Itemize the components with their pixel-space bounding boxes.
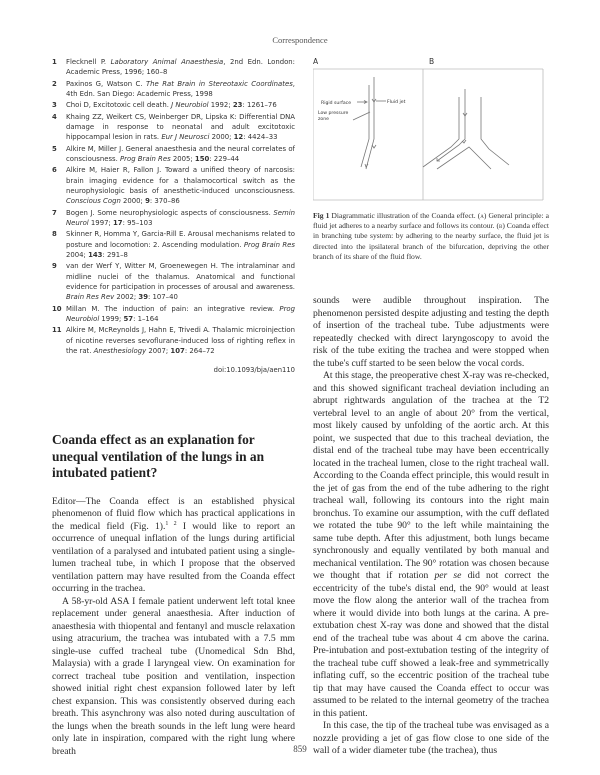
reference-item [52, 208, 295, 229]
paragraph-text: Editor—The Coanda effect is an established physical phenomenon of fluid flow which has practical applications in the medical field (Fig. 1). [52, 495, 295, 532]
paragraph-text: did not correct the eccentricity of the tube's distal end, the 90° would at least move the flow along the anterior wall of the trachea from where it would divide into both lungs at the carina. A pre-extubation chest X-ray was done and showed that the distal end of the tracheal tube was about 4 cm above the carina. Pre-intubation and post-extubation testing of the integrity of the tracheal tube cuff showed a leak-free and symmetrically inflating cuff, so the eccentric position of the tracheal tube tip that may have caused the Coanda effect to occur was assumed to be related to the internal geometry of the trachea in this patient. [313, 570, 549, 719]
reference-item [52, 325, 295, 356]
ref-text: Alkire M, Miller J. General anaesthesia and the neural correlates of consciousness. [66, 144, 295, 164]
ref-volume: 150 [194, 155, 210, 164]
caption-panel-ref: a [480, 212, 484, 220]
ref-volume: 57 [123, 314, 134, 323]
coanda-diagram [313, 57, 549, 207]
ref-journal: Semin Neurol [66, 208, 295, 228]
reference-list [52, 57, 295, 356]
reference-item [52, 79, 295, 100]
ref-text: Khaing ZZ, Weikert CS, Weinberger DR, Lipska K: Differential DNA damage in response to neonatal and adult excitotoxic hippocampal lesion in rats. [66, 112, 295, 142]
running-head: Correspondence [272, 35, 328, 45]
panel-a-label: A [313, 57, 319, 66]
ref-pages: : 229–44 [209, 155, 240, 164]
paragraph [52, 496, 295, 596]
ref-pages: : 4424–33 [243, 133, 278, 142]
reference-number: 1 [52, 58, 57, 66]
right-column [313, 57, 549, 758]
ref-journal: Conscious Cogn [66, 197, 121, 206]
ref-text: Choi D, Excitotoxic cell death. [66, 101, 172, 110]
ref-pages: : 1–164 [133, 314, 159, 323]
ref-pages: : 107–40 [148, 293, 178, 302]
ref-pages: : 291–8 [102, 251, 128, 259]
reference-number: 5 [52, 144, 57, 153]
ref-text: Alkire M, McReynolds J, Hahn E, Trivedi A. Thalamic microinjection of nicotine reverses sevoflurane-induced loss of righting reflex in the rat. [66, 326, 295, 355]
citation-superscript[interactable]: 1 2 [165, 520, 177, 527]
reference-number: 10 [52, 304, 62, 313]
ref-journal: Prog Neurobiol [66, 304, 295, 323]
ref-text: , 2nd Edn. London: Academic Press, 1996; 160–8 [66, 58, 295, 77]
ref-text: 2007; [146, 346, 171, 355]
caption-label: Fig 1 [313, 211, 330, 220]
italic-text: per se [434, 570, 462, 582]
reference-item [52, 229, 295, 260]
ref-text: 2000; [120, 197, 146, 206]
panel-a-drawing [353, 77, 386, 169]
reference-item [52, 261, 295, 302]
reference-item [52, 165, 295, 206]
ref-title: The Rat Brain in Stereotaxic Coordinates [145, 79, 293, 88]
paragraph: A 58-yr-old ASA I female patient underwent left total knee replacement under general anaesthesia. After induction of anaesthesia with thiopental and fentanyl and muscle relaxation using atracurium, the trachea was intubated with a 7.5 mm single-use cuffed tracheal tube (Unomedical Sdn Bhd, Malaysia) with a grade I laryngeal view. On examination for correct tracheal tube position and ventilation, inspection showed initial right chest expansion followed later by left chest expansion. This was consistently observed during each breath. This asynchrony was also noted during auscultation of the lungs when the breath sounds in the left lung were heard only late in inspiration, compared with the right lung where breath [52, 595, 295, 757]
ref-journal: Prog Brain Res [243, 240, 295, 249]
ref-text: 1997; [88, 219, 113, 228]
rigid-surface-label: Rigid surface [321, 101, 352, 106]
reference-item [52, 144, 295, 165]
ref-text: Paxinos G, Watson C. [66, 79, 146, 88]
ref-text: Skinner R, Homma Y, Garcia-Rill E. Arousal mechanisms related to posture and locomotion: 2. Ascending modulation. [66, 230, 295, 249]
ref-text: 2004; [66, 251, 89, 259]
ref-pages: : 264–72 [184, 346, 215, 355]
fluid-jet-label: Fluid jet [387, 100, 406, 105]
reference-item [52, 304, 295, 325]
ref-volume: 23 [232, 101, 243, 110]
panel-b-drawing [423, 89, 509, 169]
reference-item [52, 112, 295, 143]
ref-volume: 39 [138, 293, 149, 302]
ref-pages: : 370–86 [149, 197, 180, 206]
caption-text: Diagrammatic illustration of the Coanda effect. ( [329, 211, 481, 220]
ref-text: Bogen J. Some neurophysiologic aspects of consciousness. [66, 208, 274, 217]
paragraph [313, 370, 549, 720]
reference-item [52, 57, 295, 78]
left-column [52, 57, 295, 758]
paragraph: sounds were audible throughout inspiration. The phenomenon persisted despite adjusting and testing the depth of insertion of the tracheal tube. Tube adjustments were repeatedly checked with direct laryngoscopy to avoid the risk of the tube exiting the trachea and were stopped when the tube's cuff started to be seen below the vocal cords. [313, 295, 549, 369]
reference-number: 6 [52, 166, 57, 175]
ref-text: 2000; [209, 133, 234, 142]
ref-title: Laboratory Animal Anaesthesia [110, 58, 224, 66]
ref-journal: Brain Res Rev [66, 293, 115, 302]
ref-text: Flecknell P. [66, 58, 111, 66]
ref-volume: 107 [170, 346, 185, 355]
ref-volume: 143 [88, 251, 103, 259]
ref-text: 2005; [170, 155, 195, 164]
low-pressure-label: Low pressure [318, 111, 349, 116]
article-title: Coanda effect as an explanation for unequal ventilation of the lungs in an intubated patient? [52, 432, 265, 481]
low-pressure-zone-label: zone [318, 117, 329, 122]
paragraph-text: I would like to report an occurrence of unequal inflation of the lungs during artificial ventilation of a paralysed and intubated patient using a single-lumen tracheal tube, in which I propose that the observed ventilation pattern may have resulted from the Coanda effect occurring in the trachea. [52, 520, 295, 595]
ref-journal: J Neurobiol [171, 101, 209, 110]
reference-number: 11 [52, 326, 62, 335]
ref-journal: Eur J Neurosci [161, 133, 210, 142]
reference-item [52, 100, 295, 110]
reference-number: 3 [52, 101, 57, 110]
caption-panel-ref: b [499, 222, 503, 231]
reference-number: 8 [52, 230, 57, 239]
reference-number: 9 [52, 262, 57, 271]
reference-number: 2 [52, 79, 57, 88]
ref-text: 1992; [208, 101, 233, 110]
ref-text: Millan M. The induction of pain: an integrative review. [66, 304, 280, 313]
ref-journal: Anesthesiology [93, 346, 147, 355]
ref-pages: : 1261–76 [242, 101, 277, 110]
page-number: 859 [293, 744, 307, 754]
figure-1 [313, 57, 549, 207]
ref-text: 2002; [114, 293, 139, 302]
ref-volume: 9 [145, 197, 150, 206]
ref-volume: 12 [233, 133, 244, 142]
caption-text: ) Coanda effect in branching tube system: by adhering to the nearby surface, the fluid jet is directed into the ipsilateral branch of the bifurcation, depriving the other branch of its share of the fluid flow. [313, 221, 550, 261]
figure-caption [313, 211, 549, 262]
ref-text: Alkire M, Haier R, Fallon J. Toward a unified theory of narcosis: brain imaging evidence for a thalamocortical switch as the neurophysiologic basis of anesthetic-induced unconsciousness. [66, 166, 295, 196]
ref-pages: : 95–103 [122, 219, 153, 228]
panel-b-label: B [429, 57, 435, 66]
article-body-left [52, 496, 295, 759]
ref-text: , 4th Edn. San Diego: Academic Press, 1998 [66, 79, 295, 98]
paragraph: In this case, the tip of the tracheal tube was envisaged as a nozzle providing a jet of gas flow close to one side of the wall of a wider diameter tube (the trachea), thus [313, 720, 549, 757]
ref-text: 1999; [99, 314, 124, 323]
article-body-right [313, 295, 549, 758]
doi-link[interactable]: doi:10.1093/bja/aen110 [213, 366, 295, 375]
reference-number: 4 [52, 112, 57, 121]
ref-text: van der Werf Y, Witter M, Groenewegen H. The intralaminar and midline nuclei of the thalamus. Anatomical and functional evidence for participation in processes of arousal and awareness. [66, 262, 295, 291]
reference-number: 7 [52, 208, 57, 217]
paragraph-text: At this stage, the preoperative chest X-ray was re-checked, and this showed significant tracheal deviation including an abrupt rightwards angulation of the trachea at the T2 vertebral level to an angle of about 20° from the vertical, most likely caused by unfolding of the aortic arch. At this point, we suspected that due to this tracheal deviation, the distal end of the tracheal tube may have been eccentrically located in the tracheal lumen, close to the right tracheal wall. According to the Coanda effect principle, this would result in the jet of gas from the end of the tube adhering to the right tracheal wall, following its contours into the right main bronchus. To examine our assumption, with the cuff deflated we rotated the tube 90° to the left while maintaining the same tube depth. After this adjustment, both lungs became synchronously and equally ventilated by both manual and mechanical ventilation. The 90° rotation was chosen because we thought that if rotation [313, 370, 549, 582]
ref-journal: Prog Brain Res [120, 155, 171, 164]
caption-text: ) General principle: a fluid jet adheres to a nearby surface and follows its contour. ( [313, 211, 549, 231]
ref-volume: 17 [112, 219, 123, 228]
